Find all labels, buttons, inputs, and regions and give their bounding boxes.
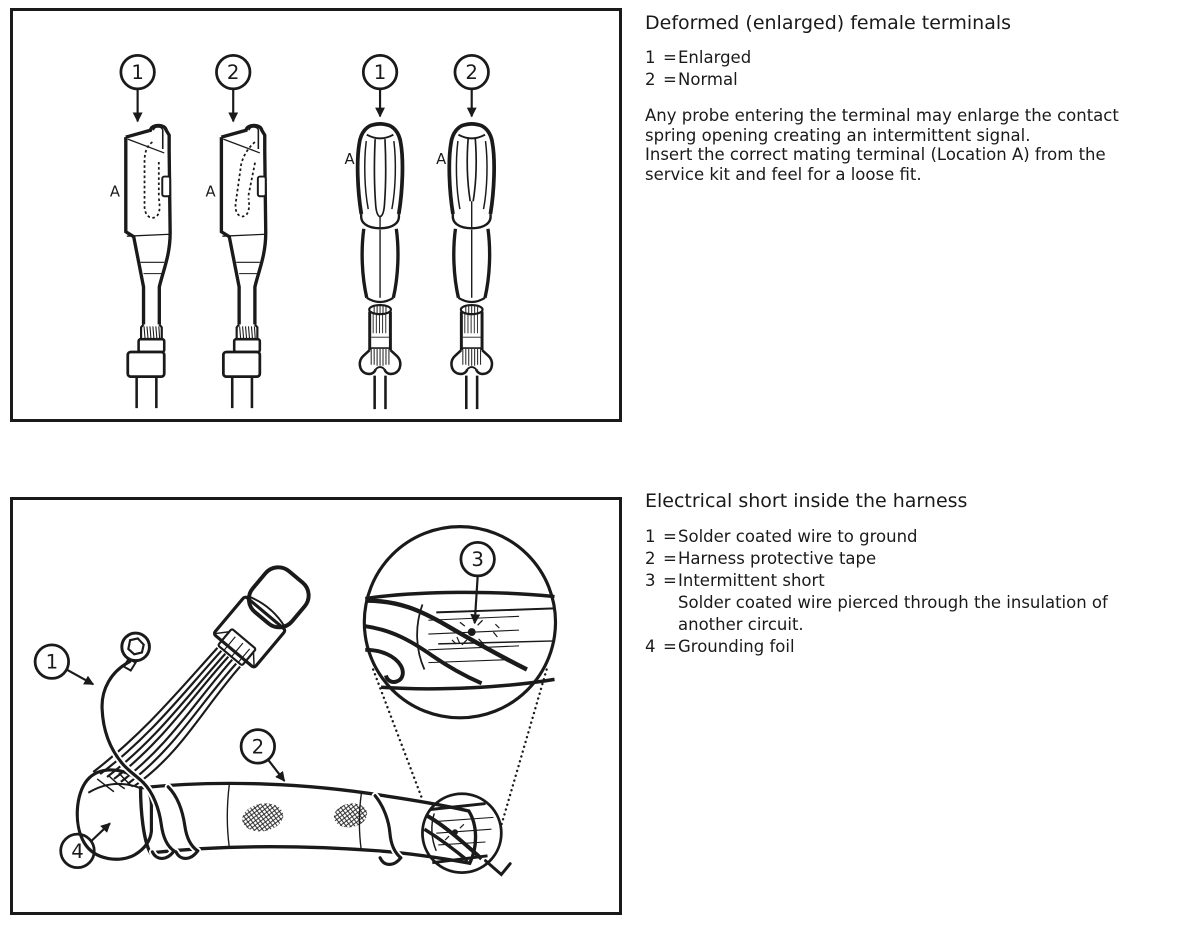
harness-short-diagram: [13, 500, 619, 912]
callout-1-round: [363, 55, 397, 89]
figure2-text-column: [645, 488, 1197, 658]
round-terminal-enlarged: [358, 124, 403, 409]
callout-1: [35, 645, 69, 679]
callout-label: 2: [465, 61, 478, 84]
callout-label: 4: [71, 839, 84, 863]
legend-item: [645, 548, 1197, 570]
harness-connector: [210, 560, 317, 673]
legend-sub-line: another circuit.: [678, 615, 804, 634]
location-a-label: A: [205, 183, 216, 201]
callout-label: 3: [471, 548, 484, 572]
location-a-label: A: [436, 150, 447, 168]
legend-label: Normal: [678, 70, 738, 89]
legend-separator: =: [663, 549, 677, 568]
bolt-head: [128, 638, 143, 654]
legend-sub-line: Solder coated wire pierced through the insulation of: [678, 593, 1108, 612]
callout-2-round: [455, 55, 489, 89]
flat-terminal-enlarged: [126, 125, 170, 408]
description-line: Insert the correct mating terminal (Location A) from the: [645, 145, 1106, 164]
callout-label: 1: [373, 61, 387, 84]
description-line: spring opening creating an intermittent signal.: [645, 125, 1031, 145]
magnified-inset: [364, 527, 555, 718]
pierce-point: [468, 628, 476, 636]
legend-separator: =: [663, 70, 677, 89]
figure1-legend: [645, 47, 1197, 91]
location-a-label: A: [109, 183, 121, 201]
tape-wear-patch: [240, 800, 286, 834]
legend-num: 3: [645, 571, 656, 590]
callout-2: [241, 730, 275, 764]
description-line: service kit and feel for a loose fit.: [645, 164, 922, 184]
ground-eyelet-terminal: [122, 633, 150, 670]
legend-item: [645, 526, 1197, 548]
legend-label: Harness protective tape: [678, 549, 877, 568]
callout-label: 1: [131, 61, 144, 84]
round-terminal-normal: [449, 124, 494, 409]
legend-item: [645, 636, 1197, 658]
callout-arrow: [67, 670, 94, 685]
callout-arrow: [268, 759, 285, 781]
figure2-legend: [645, 526, 1197, 658]
figure1-description: [645, 106, 1197, 184]
callout-arrow: [90, 823, 110, 842]
legend-num: 1: [645, 48, 656, 67]
legend-num: 2: [645, 549, 656, 568]
figure2-title: Electrical short inside the harness: [645, 490, 968, 512]
legend-label: Solder coated wire to ground: [678, 527, 918, 546]
legend-separator: =: [663, 637, 677, 656]
legend-label: Grounding foil: [678, 637, 795, 656]
callout-label: 2: [251, 735, 265, 759]
wire-tail: [486, 861, 511, 875]
legend-label: Enlarged: [678, 48, 752, 67]
callout-2-flat: [216, 55, 250, 89]
legend-item: [645, 47, 1197, 69]
description-line: Any probe entering the terminal may enlarge the contact: [645, 106, 1119, 125]
legend-label-text: Intermittent short: [678, 571, 825, 590]
legend-num: 2: [645, 70, 656, 89]
callout-label: 2: [226, 61, 240, 84]
location-a-label: A: [344, 150, 355, 168]
legend-separator: =: [663, 571, 677, 590]
callout-1-flat: [121, 55, 155, 89]
legend-separator: =: [663, 527, 677, 546]
figure2-frame: [10, 497, 622, 915]
legend-num: 1: [645, 527, 656, 546]
figure1-frame: [10, 8, 622, 422]
contact-spring-enlarged: [145, 142, 160, 218]
callout-arrow: [475, 577, 478, 623]
female-terminals-diagram: [13, 11, 619, 419]
figure1-title: Deformed (enlarged) female terminals: [645, 12, 1012, 34]
tape-wear-patch: [332, 801, 369, 830]
flat-terminal-normal: [221, 125, 265, 408]
figure1-text-column: [645, 10, 1197, 184]
callout-label: 1: [45, 650, 59, 674]
legend-label: [678, 570, 1197, 636]
legend-item: [645, 570, 1197, 636]
legend-separator: =: [663, 48, 677, 67]
legend-num: 4: [645, 637, 656, 656]
legend-item: [645, 69, 1197, 91]
